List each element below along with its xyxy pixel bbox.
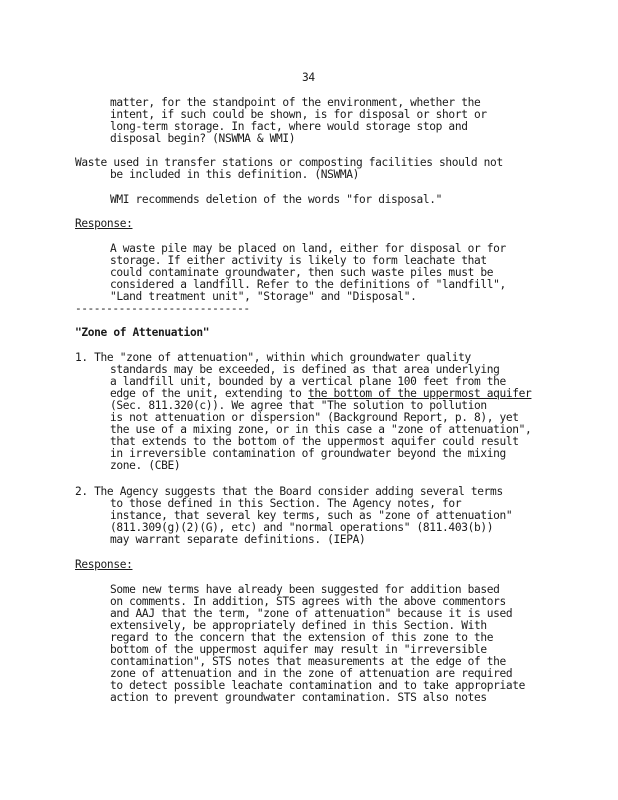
paragraph-line: Some new terms have already been suggested for addition based xyxy=(110,583,500,596)
paragraph-line: storage. If either activity is likely to form leachate that xyxy=(110,254,487,267)
page-number: 34 xyxy=(302,71,315,84)
paragraph-line: disposal begin? (NSWMA & WMI) xyxy=(110,132,296,145)
list-item-line: zone. (CBE) xyxy=(110,459,181,472)
section-title: "Zone of Attenuation" xyxy=(75,326,210,339)
list-item-line: to those defined in this Section. The Agency notes, for xyxy=(110,497,462,510)
paragraph-line: Waste used in transfer stations or composting facilities should not xyxy=(75,156,503,169)
paragraph-line: and AAJ that the term, "zone of attenuation" because it is used xyxy=(110,607,513,620)
paragraph-line: regard to the concern that the extension of this zone to the xyxy=(110,631,494,644)
list-item-line: in irreversible contamination of groundwater beyond the mixing xyxy=(110,447,506,460)
paragraph-line: long-term storage. In fact, where would storage stop and xyxy=(110,120,468,133)
paragraph-line: action to prevent groundwater contamination. STS also notes xyxy=(110,691,487,704)
paragraph-line: be included in this definition. (NSWMA) xyxy=(110,168,360,181)
paragraph-line: matter, for the standpoint of the environment, whether the xyxy=(110,96,481,109)
paragraph-line: WMI recommends deletion of the words "for disposal." xyxy=(110,193,443,206)
response-label: Response: xyxy=(75,558,133,571)
paragraph-line: extensively, be appropriately defined in this Section. With xyxy=(110,619,487,632)
paragraph-line: contamination", STS notes that measurements at the edge of the xyxy=(110,655,506,668)
paragraph-line: to detect possible leachate contamination and to take appropriate xyxy=(110,679,526,692)
list-item-line: a landfill unit, bounded by a vertical plane 100 feet from the xyxy=(110,375,506,388)
list-item-line: 1. The "zone of attenuation", within which groundwater quality xyxy=(75,351,471,364)
list-item-line: standards may be exceeded, is defined as that area underlying xyxy=(110,363,500,376)
paragraph-line: could contaminate groundwater, then such waste piles must be xyxy=(110,266,494,279)
list-item-line: (811.309(g)(2)(G), etc) and "normal operations" (811.403(b)) xyxy=(110,521,494,534)
paragraph-line: zone of attenuation and in the zone of attenuation are required xyxy=(110,667,513,680)
dashed-divider: ---------------------------- xyxy=(75,302,250,315)
paragraph-line: considered a landfill. Refer to the definitions of "landfill", xyxy=(110,278,506,291)
paragraph-line: intent, if such could be shown, is for disposal or short or xyxy=(110,108,487,121)
underlined-text: the bottom of the uppermost aquifer xyxy=(307,387,532,400)
list-item-line: 2. The Agency suggests that the Board consider adding several terms xyxy=(75,485,503,498)
text-segment: edge of the unit, extending to xyxy=(110,387,308,400)
list-item-line: that extends to the bottom of the uppermost aquifer could result xyxy=(110,435,519,448)
list-item-line: (Sec. 811.320(c)). We agree that "The solution to pollution xyxy=(110,399,487,412)
paragraph-line: bottom of the uppermost aquifer may result in "irreversible xyxy=(110,643,487,656)
list-item-line: is not attenuation or dispersion" (Background Report, p. 8), yet xyxy=(110,411,519,424)
list-item-line: the use of a mixing zone, or in this case a "zone of attenuation", xyxy=(110,423,532,436)
paragraph-line: "Land treatment unit", "Storage" and "Disposal". xyxy=(110,290,417,303)
paragraph-line: A waste pile may be placed on land, either for disposal or for xyxy=(110,242,506,255)
list-item-line: may warrant separate definitions. (IEPA) xyxy=(110,533,366,546)
response-label: Response: xyxy=(75,217,133,230)
list-item-line: instance, that several key terms, such as "zone of attenuation" xyxy=(110,509,513,522)
paragraph-line: on comments. In addition, STS agrees with the above commentors xyxy=(110,595,506,608)
